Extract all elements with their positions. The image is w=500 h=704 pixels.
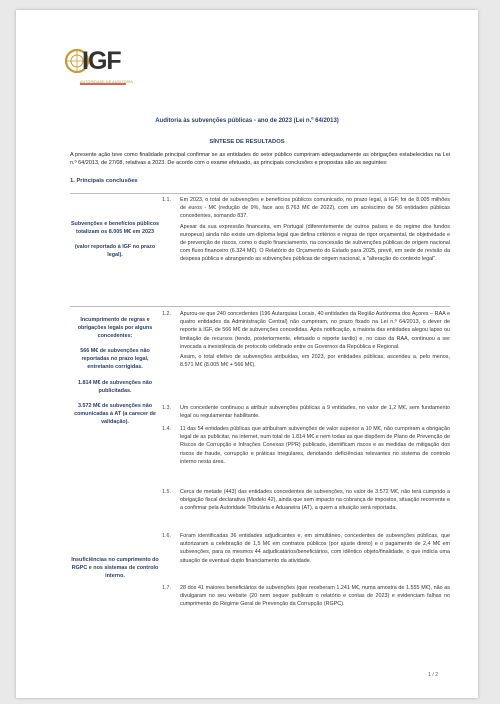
sidebar-total-note: (valor reportado à IGF no prazo legal). [74, 244, 156, 259]
sidebar-block-total [70, 220, 160, 266]
finding-paragraph: Um concedente continuou a atribuir subvenções públicas a 9 entidades, no valor de 1,2 M€, sem fundamento legal ou regulamentar habilitante. [180, 405, 450, 420]
finding-1-1 [162, 196, 450, 266]
finding-1-6 [162, 532, 450, 567]
finding-paragraph: Em 2023, o total de subvenções e benefícios públicos comunicado, no prazo legal, à IGF, foi de 8.005 milhões de euros - M€ (redução de 9%, face aos 8.763 M€ de 2022), com um acréscimo de 56 entidades públicas concedentes, somando 837. [180, 197, 450, 220]
logo-text: IGF [82, 47, 121, 75]
sidebar-total-text: Subvenções e benefícios públicos totalizam os 8.005 M€ em 2023 [70, 221, 160, 236]
finding-paragraph: Apurou-se que 240 concedentes (196 Autarquias Locais, 40 entidades da Região Autónoma dos Açores – RAA e quatro entidades da Administração Central) não cumpriram, no prazo fixado na Lei n.º 64/2013, o dever de reporte à IGF, de 566 M€ de subvenções concedidas. Após notificação, a maioria das entidades alegou lapso ou limitação de recursos (tendo, posteriormente, efetuado o reporte tardio) e, no caso da RAA, continuou a ser invocada a inexistência de protocolo celebrado entre os Governos da República e Regional. [180, 311, 450, 350]
intro-paragraph: A presente ação teve como finalidade principal confirmar se as entidades do setor público cumpriram adequadamente as obrigações estabelecidas na Lei n.º 64/2013, de 27/08, relativas a 2023. De acordo com o exame efetuado, as principais conclusões e propostas são as seguintes: [70, 152, 450, 167]
finding-number: 1.7. [162, 585, 171, 591]
sidebar-block-rgpc [70, 556, 160, 587]
finding-number: 1.6. [162, 533, 171, 539]
document-page [16, 10, 478, 698]
finding-paragraph: Cerca de metade (443) das entidades concedentes de subvenções, no valor de 3.572 M€, não terá cumprido a obrigação fiscal declarativa (Modelo 42), ainda que sem impacto na cobrança de impostos, situação recorrente e a confirmar pela Autoridade Tributária e Aduaneira (AT), a quem a situação será reportada. [180, 489, 450, 512]
sidebar-incumprimento-1814: 1.814 M€ de subvenções não publicitadas. [77, 379, 152, 394]
finding-number: 1.4. [162, 426, 171, 432]
sidebar-incumprimento-566: 566 M€ de subvenções não reportadas no prazo legal, entretanto corrigidas. [80, 348, 150, 371]
separator [70, 193, 450, 194]
finding-number: 1.5. [162, 489, 171, 495]
section-heading: 1. Principais conclusões [70, 178, 138, 184]
finding-1-2 [162, 310, 450, 371]
sidebar-block-incumprimento [70, 316, 160, 433]
finding-number: 1.3. [162, 405, 171, 411]
finding-paragraph: Assim, o total efetivo de subvenções atribuídas, em 2023, por entidades públicas, ascendeu a, pelo menos, 8.571 M€ (8.005 M€ + 566 M€). [180, 354, 450, 369]
finding-1-5 [162, 488, 450, 515]
finding-paragraph: Apesar da sua expressão financeira, em Portugal (diferentemente de outros países e do regime dos fundos europeus) ainda não existe um diploma legal que defina critérios e regras de rigor orçamental, de objetividade e de prevenção de riscos, como o duplo financiamento, na concessão de subvenções públicas de origem nacional com fluxo financeiro (6.324 M€). O Relatório do Orçamento do Estado para 2025, prevê, em sede de revisão da despesa pública e abrangendo as subvenções públicas de origem nacional, a "alteração do contexto legal". [180, 223, 450, 263]
finding-1-3 [162, 404, 450, 422]
finding-1-7 [162, 584, 450, 611]
sidebar-rgpc-text: Insuficiências no cumprimento do RGPC e nos sistemas de controlo interno. [71, 557, 159, 580]
separator [70, 306, 450, 307]
finding-number: 1.1. [162, 197, 171, 203]
finding-number: 1.2. [162, 311, 171, 317]
sidebar-incumprimento-3572: 3.572 M€ de subvenções não comunicadas à AT (a carecer de validação). [74, 402, 156, 425]
document-subtitle: SÍNTESE DE RESULTADOS [209, 139, 285, 145]
document-title: Auditoria às subvenções públicas - ano de 2023 (Lei n.º 64/2013) [155, 118, 339, 124]
finding-paragraph: 28 dos 41 maiores beneficiários de subvenções (que receberam 1.241 M€, numa amostra de 1.555 M€), não as divulgaram no seu website (20 nem sequer publicam o relatório e contas de 2023) e evidenciam falhas no cumprimento do Regime Geral de Prevenção da Corrupção (RGPC). [180, 585, 450, 608]
finding-paragraph: 11 das 54 entidades públicas que atribuíram subvenções de valor superior a 10 M€, não cumpriram a obrigação legal de as publicitar, na internet, num total de 1.814 M€ e nem todas as que dispõem de Plano de Prevenção de Riscos de Corrupção e Infrações Conexas (PPR) publicado, identificam riscos e as medidas de mitigação dos riscos de fraude, corrupção e práticas irregulares, denotando deficiências relevantes no sistema de controlo interno nesta área. [180, 426, 450, 465]
logo-subtitle: AUTORIDADE DE AUDITORIA [80, 80, 134, 84]
page-number: 1 / 2 [428, 672, 438, 678]
finding-1-4 [162, 425, 450, 468]
sidebar-incumprimento-heading: Incumprimento de regras e obrigações legais por alguns concedentes: [77, 317, 153, 340]
finding-paragraph: Foram identificadas 36 entidades adjudicantes e, em simultâneo, concedentes de subvenções públicas, que autorizaram a celebração de 1,5 M€ em contratos públicos (por ajuste direto) e o pagamento de 2,4 M€ em subvenções, para os mesmos 44 adjudicatários/beneficiários, com idêntico objeto/finalidade, o que indicia uma situação de eventual duplo financiamento da atividade. [180, 533, 450, 564]
